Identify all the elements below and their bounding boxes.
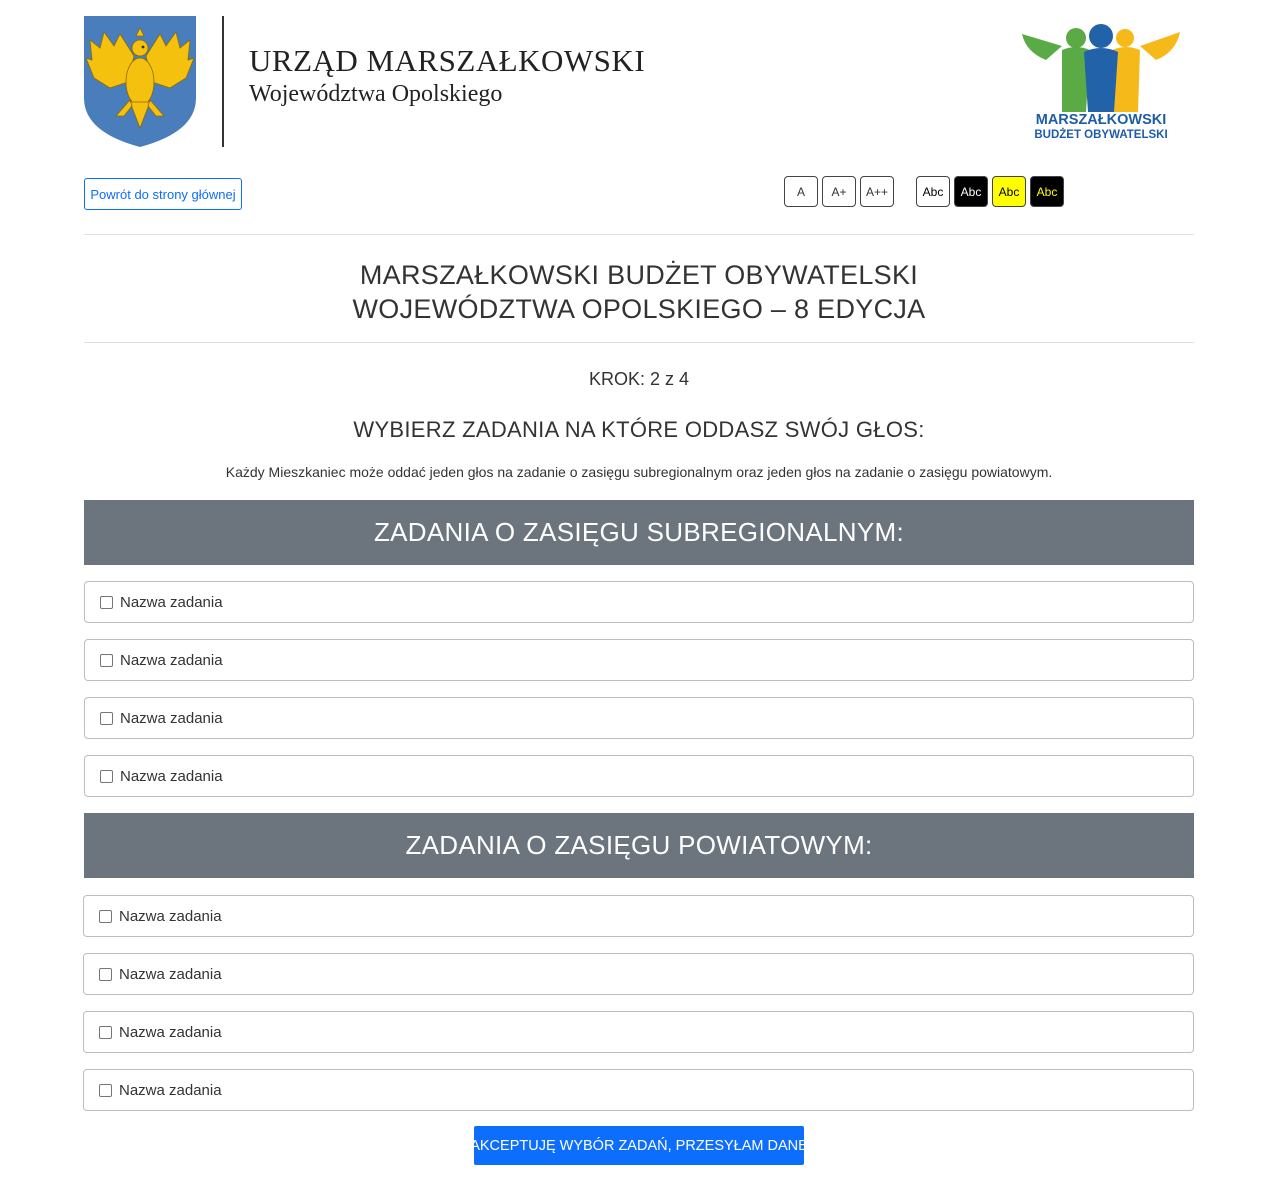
contrast-black-yellow-button[interactable]: Abc — [1030, 176, 1064, 207]
district-section-header: ZADANIA O ZASIĘGU POWIATOWYM: — [84, 813, 1194, 878]
header-divider — [222, 16, 224, 147]
task-checkbox[interactable] — [100, 770, 113, 783]
voting-description: Każdy Mieszkaniec może oddać jeden głos na zadanie o zasięgu subregionalnym oraz jeden głos na zadanie o zasięgu powiatowym. — [225, 464, 1053, 480]
font-size-large-button[interactable]: A+ — [822, 176, 856, 207]
coat-of-arms-logo — [84, 16, 196, 147]
contrast-black-white-button[interactable]: Abc — [954, 176, 988, 207]
subregional-task-4[interactable] — [84, 755, 1194, 797]
district-task-4[interactable] — [83, 1069, 1194, 1111]
people-logo-icon — [1018, 20, 1184, 112]
office-name-line1: URZĄD MARSZAŁKOWSKI — [249, 43, 646, 78]
task-checkbox[interactable] — [99, 1084, 112, 1097]
task-checkbox[interactable] — [100, 712, 113, 725]
font-size-xlarge-button[interactable]: A++ — [860, 176, 894, 207]
step-indicator: KROK: 2 z 4 — [588, 369, 690, 389]
subregional-task-2[interactable] — [84, 639, 1194, 681]
task-label: Nazwa zadania — [120, 593, 223, 611]
divider-top — [84, 234, 1194, 235]
task-checkbox[interactable] — [100, 654, 113, 667]
contrast-yellow-black-button[interactable]: Abc — [992, 176, 1026, 207]
task-checkbox[interactable] — [99, 968, 112, 981]
office-name — [249, 42, 645, 108]
subregional-section-header: ZADANIA O ZASIĘGU SUBREGIONALNYM: — [84, 500, 1194, 565]
task-label: Nazwa zadania — [120, 709, 223, 727]
choose-heading: WYBIERZ ZADANIA NA KTÓRE ODDASZ SWÓJ GŁOS: — [353, 417, 925, 442]
contrast-default-button[interactable]: Abc — [916, 176, 950, 207]
back-to-home-button[interactable]: Powrót do strony głównej — [84, 178, 242, 210]
task-label: Nazwa zadania — [119, 1023, 222, 1041]
subregional-task-1[interactable] — [84, 581, 1194, 623]
budget-logo-line1: MARSZAŁKOWSKI — [1035, 112, 1167, 128]
page-title-line2: WOJEWÓDZTWA OPOLSKIEGO – 8 EDYCJA — [352, 294, 926, 324]
budget-logo — [1016, 20, 1186, 145]
font-size-normal-button[interactable]: A — [784, 176, 818, 207]
task-checkbox[interactable] — [99, 1026, 112, 1039]
coat-of-arms-icon — [84, 16, 196, 147]
district-task-3[interactable] — [83, 1011, 1194, 1053]
divider-bottom — [84, 342, 1194, 343]
accept-selection-button[interactable]: AKCEPTUJĘ WYBÓR ZADAŃ, PRZESYŁAM DANE — [474, 1126, 804, 1165]
task-checkbox[interactable] — [99, 910, 112, 923]
subregional-task-3[interactable] — [84, 697, 1194, 739]
page-title — [84, 258, 1194, 326]
budget-logo-line2: BUDŻET OBYWATELSKI — [1034, 129, 1168, 141]
task-label: Nazwa zadania — [119, 907, 222, 925]
page-title-line1: MARSZAŁKOWSKI BUDŻET OBYWATELSKI — [359, 260, 919, 290]
task-label: Nazwa zadania — [119, 965, 222, 983]
task-label: Nazwa zadania — [120, 651, 223, 669]
task-label: Nazwa zadania — [119, 1081, 222, 1099]
district-task-1[interactable] — [83, 895, 1194, 937]
office-name-line2: Województwa Opolskiego — [249, 81, 503, 107]
district-task-2[interactable] — [83, 953, 1194, 995]
task-checkbox[interactable] — [100, 596, 113, 609]
task-label: Nazwa zadania — [120, 767, 223, 785]
